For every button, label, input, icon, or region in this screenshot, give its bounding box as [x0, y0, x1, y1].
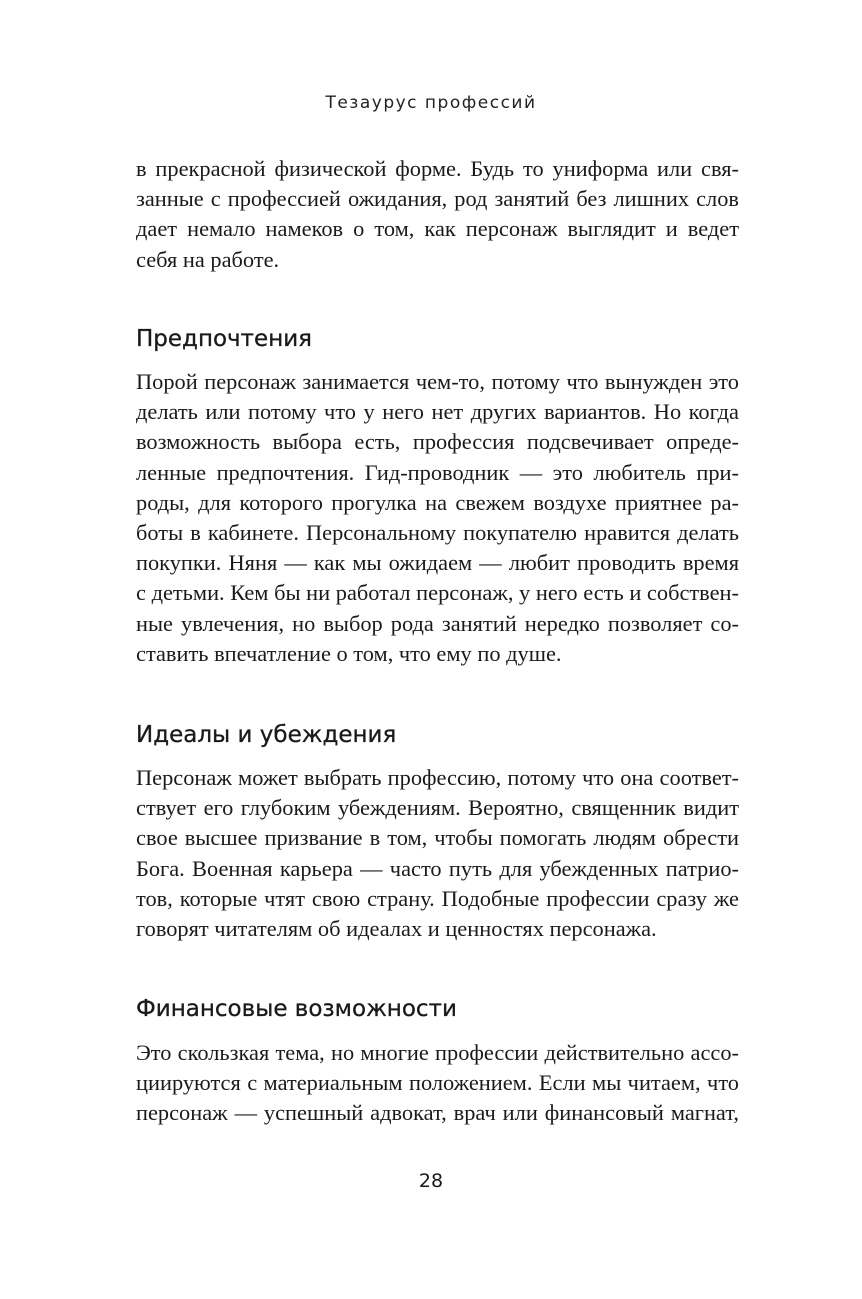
ideals-paragraph — [136, 763, 739, 944]
text-line: ленные предпочтения. Гид-проводник — это любитель при- — [136, 459, 739, 485]
intro-paragraph — [136, 154, 739, 275]
finances-paragraph — [136, 1038, 739, 1129]
text-line: занные с профессией ожидания, род занятий без лишних слов — [136, 186, 739, 212]
text-line: в прекрасной физической форме. Будь то униформа или свя- — [136, 156, 739, 181]
text-line: покупки. Няня — как мы ожидаем — любит проводить время — [136, 550, 739, 576]
text-line: Порой персонаж занимается чем-то, потому что вынужден это — [136, 369, 739, 394]
text-line: тов, которые чтят свою страну. Подобные профессии сразу же — [136, 885, 739, 911]
text-line: Персонаж может выбрать профессию, потому что она соответ- — [136, 765, 739, 790]
text-line: боты в кабинете. Персональному покупателю нравится делать — [136, 519, 739, 545]
text-line: персонаж — успешный адвокат, врач или финансовый магнат, — [136, 1100, 739, 1126]
text-line: ные увлечения, но выбор рода занятий нередко позволяет со- — [136, 610, 739, 636]
running-head: Тезаурус профессий — [325, 93, 537, 113]
text-line: свое высшее призвание в том, чтобы помогать людям обрести — [136, 825, 739, 851]
text-line: дает немало намеков о том, как персонаж выглядит и ведет — [136, 216, 739, 242]
text-line: циируются с материальным положением. Если мы читаем, что — [136, 1070, 739, 1096]
page-number: 28 — [418, 1170, 444, 1192]
section-heading-preferences: Предпочтения — [136, 326, 313, 352]
text-line: говорят читателям об идеалах и ценностях персонажа. — [136, 915, 657, 941]
section-heading-finances: Финансовые возможности — [136, 996, 457, 1022]
text-line: Это скользкая тема, но многие профессии действительно ассо- — [136, 1040, 739, 1065]
text-line: делать или потому что у него нет других вариантов. Но когда — [136, 399, 739, 425]
text-line: возможность выбора есть, профессия подсвечивает опреде- — [136, 429, 739, 455]
preferences-paragraph — [136, 367, 739, 669]
text-line: себя на работе. — [136, 246, 280, 272]
text-line: ствует его глубоким убеждениям. Вероятно, священник видит — [136, 795, 739, 821]
section-heading-ideals: Идеалы и убеждения — [136, 722, 397, 748]
text-line: роды, для которого прогулка на свежем воздухе приятнее ра- — [136, 489, 739, 515]
text-line: с детьми. Кем бы ни работал персонаж, у него есть и собствен- — [136, 580, 739, 606]
text-line: Бога. Военная карьера — часто путь для убежденных патрио- — [136, 855, 739, 881]
text-line: ставить впечатление о том, что ему по душе. — [136, 640, 562, 666]
